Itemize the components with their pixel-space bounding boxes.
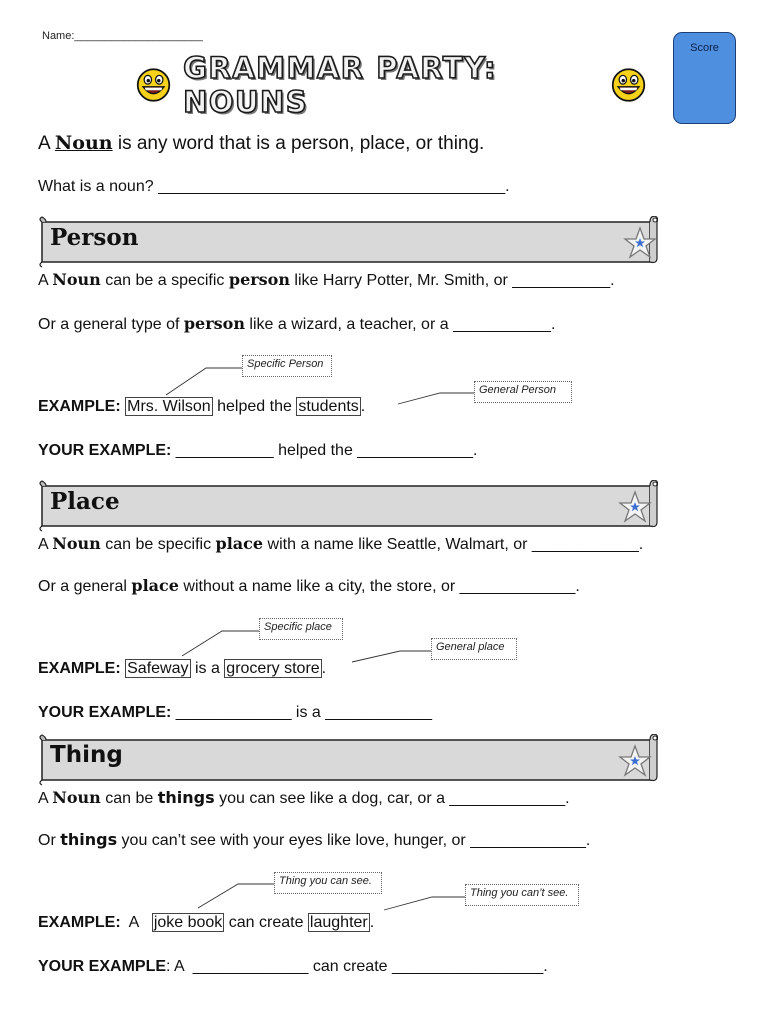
thing-line-1 [38,788,570,808]
callout-thing-cant-see [465,884,579,906]
star-icon [618,490,652,524]
text: Or a general [38,578,132,595]
intro-question[interactable] [38,178,510,196]
text: can create [224,914,308,931]
noun-keyword: Noun [52,534,101,553]
person-line-2 [38,314,555,334]
text: A [120,914,152,931]
person-keyword: person [228,270,290,289]
scroll-banner-shape [38,480,658,532]
text: Or [38,832,61,849]
text: is a [190,660,225,677]
callout-text: General Person [479,384,557,396]
name-blank[interactable]: _____________________ [74,30,203,42]
place-keyword: place [131,576,179,595]
thing-your-example[interactable] [38,958,548,976]
place-line-1 [38,534,643,554]
person-keyword: person [183,314,245,333]
name-label: Name: [42,30,75,42]
star-icon [618,744,652,778]
text: A [38,536,53,553]
general-noun-box: grocery store [226,660,320,677]
fill-in-text[interactable]: like Harry Potter, Mr. Smith, or ___________. [289,272,615,289]
score-label: Score [690,42,719,54]
text: can be specific [100,536,216,553]
text: A [38,133,55,154]
place-line-2 [38,576,580,596]
your-example-label: YOUR EXAMPLE: [38,704,172,721]
noun-keyword: Noun [54,132,113,154]
question-text[interactable]: What is a noun? _______________________________________. [38,178,510,195]
laughing-face-icon [136,66,171,104]
person-line-1 [38,270,615,290]
text: Or a general type of [38,316,184,333]
thing-line-2 [38,830,590,850]
laughing-face-icon [611,66,646,104]
text: . [360,398,366,415]
specific-noun-box: Mrs. Wilson [127,398,211,415]
fill-in-text[interactable]: ___________ helped the _____________. [171,442,478,459]
text: can be a specific [100,272,229,289]
callout-specific-person [242,355,332,377]
place-keyword: place [215,534,264,553]
callout-text: General place [436,641,505,653]
text: A [38,272,53,289]
example-label: EXAMPLE: [38,660,121,677]
place-example [38,660,326,678]
section-title: Place [50,488,120,515]
leader-line [198,884,274,908]
your-example-label: YOUR EXAMPLE [38,958,167,975]
things-keyword: things [157,788,215,807]
callout-text: Thing you can’t see. [470,887,569,899]
banner-place [38,480,658,528]
fill-in-text[interactable]: with a name like Seattle, Walmart, or ____________. [263,536,644,553]
page-title: GRAMMAR PARTY: NOUNS [183,51,498,119]
things-keyword: things [60,830,118,849]
banner-thing [38,734,658,782]
text: can be [100,790,158,807]
section-title: Thing [50,742,123,768]
text: helped the [212,398,297,415]
person-your-example[interactable] [38,442,477,460]
score-box [673,32,736,124]
leader-line [398,393,474,404]
callout-text: Thing you can see. [279,875,372,887]
scroll-banner-shape [38,734,658,786]
leader-line [352,651,431,662]
text: . [321,660,327,677]
general-noun-box: students [298,398,359,415]
fill-in-text[interactable]: _____________ is a ____________ [171,704,433,721]
fill-in-text[interactable]: without a name like a city, the store, or _____________. [178,578,580,595]
callout-text: Specific place [264,621,332,633]
noun-keyword: Noun [52,788,101,807]
specific-noun-box: joke book [153,914,223,931]
callout-specific-place [259,618,343,640]
leader-line [182,631,259,656]
text: . [369,914,375,931]
your-example-label: YOUR EXAMPLE: [38,442,172,459]
text: is any word that is a person, place, or thing. [112,133,485,154]
title-row [136,51,646,119]
callout-text: Specific Person [247,358,324,370]
example-label: EXAMPLE: [38,398,121,415]
star-icon [623,226,657,260]
place-your-example[interactable] [38,704,432,722]
person-example [38,398,365,416]
fill-in-text[interactable]: you can’t see with your eyes like love, hunger, or _____________. [117,832,591,849]
callout-general-place [431,638,517,660]
text: A [38,790,53,807]
callout-general-person [474,381,572,403]
specific-noun-box: Safeway [127,660,189,677]
callout-thing-can-see [274,872,382,894]
thing-example [38,914,374,932]
example-label: EXAMPLE: [38,914,121,931]
leader-line [384,897,465,910]
fill-in-text[interactable]: : A _____________ can create _________________. [166,958,548,975]
general-noun-box: laughter [309,914,368,931]
fill-in-text[interactable]: you can see like a dog, car, or a _____________. [214,790,570,807]
banner-person [38,216,658,264]
name-field[interactable] [42,30,203,42]
intro-definition [38,132,484,155]
noun-keyword: Noun [52,270,101,289]
section-title: Person [50,224,139,251]
fill-in-text[interactable]: like a wizard, a teacher, or a ___________. [244,316,556,333]
leader-line [166,368,242,395]
